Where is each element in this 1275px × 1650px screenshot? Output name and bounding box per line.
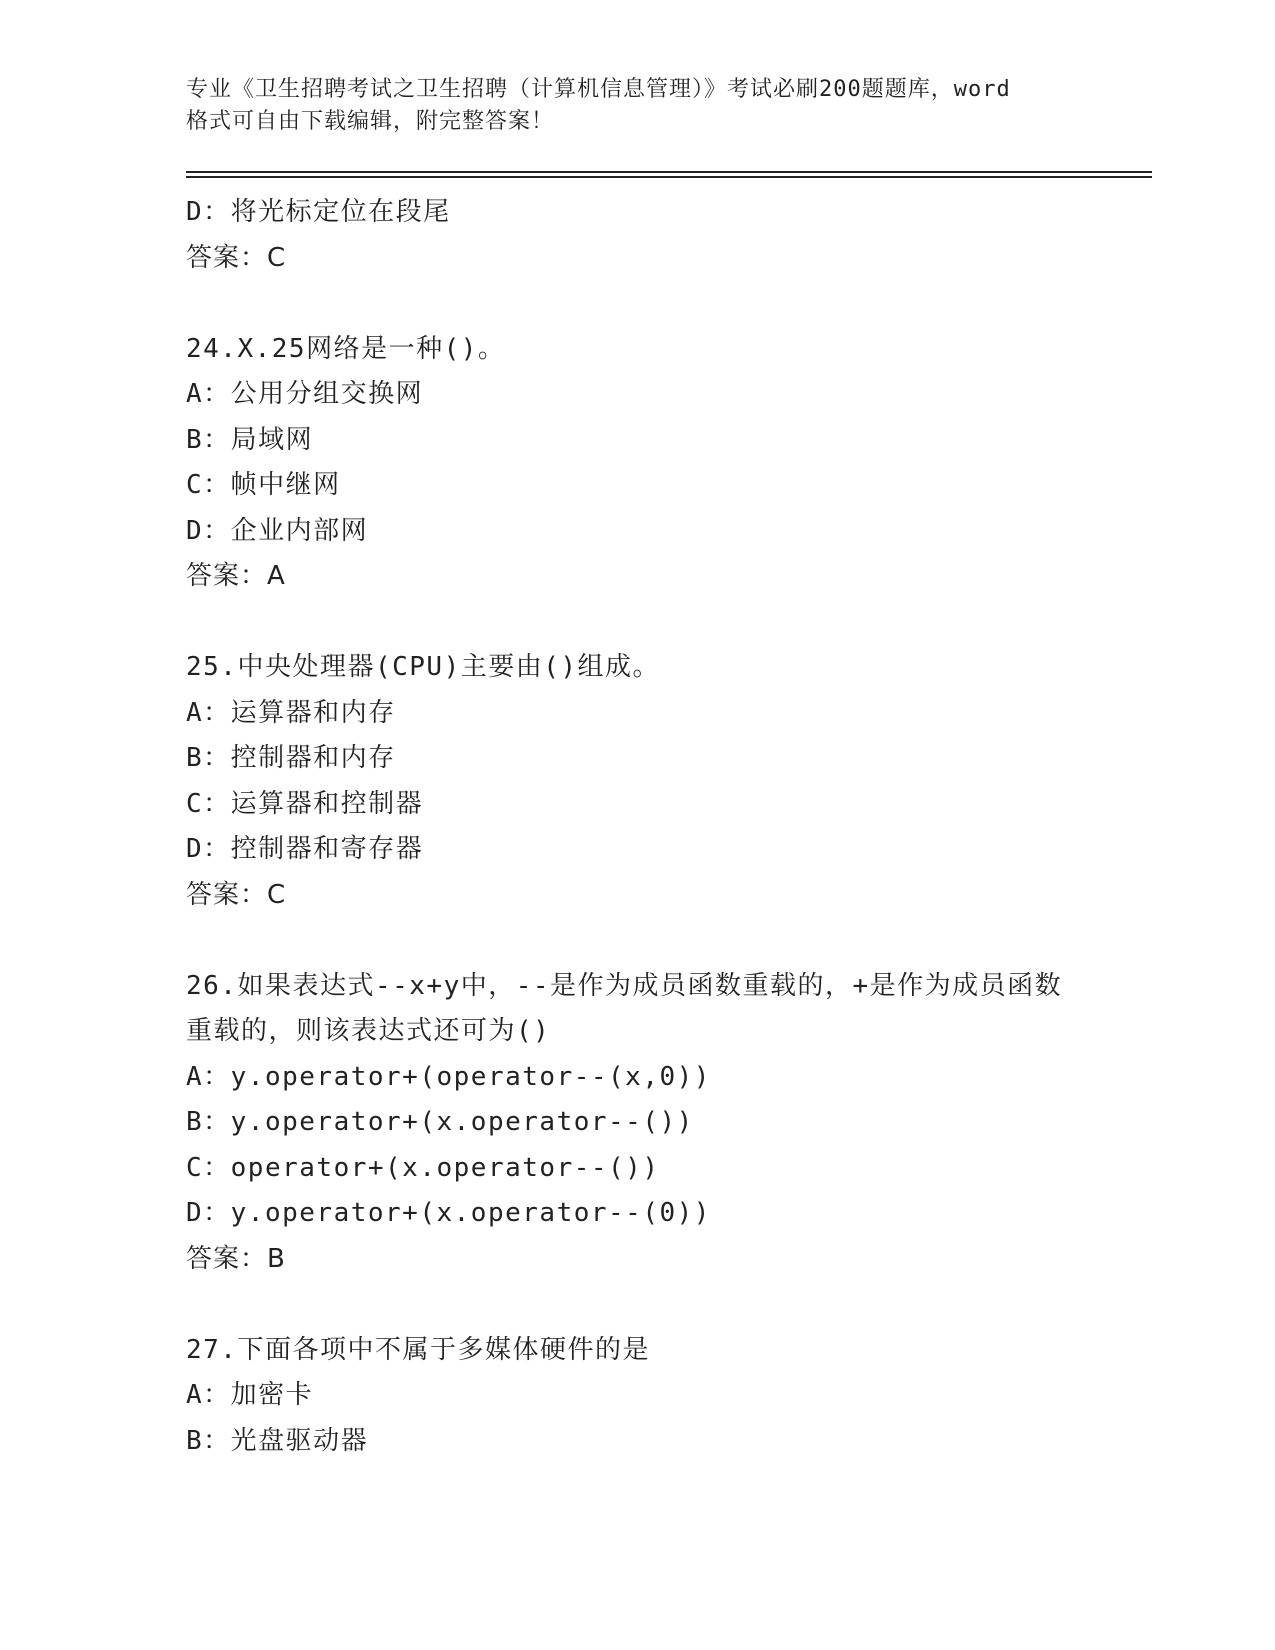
option-a: A：公用分组交换网: [186, 379, 424, 409]
option-d: D：企业内部网: [186, 515, 369, 546]
header-line-1: 专业《卫生招聘考试之卫生招聘（计算机信息管理）》考试必刷200题题库，word: [186, 77, 1011, 102]
header-line-2: 格式可自由下载编辑，附完整答案！: [186, 109, 555, 134]
option-c: C：运算器和控制器: [186, 788, 424, 819]
header-rule-top: [186, 171, 1152, 173]
question-gap: [186, 600, 1116, 646]
question-gap: [186, 1282, 1116, 1328]
answer-line: 答案：C: [186, 242, 287, 273]
option-c: C：帧中继网: [186, 470, 341, 500]
option-d: D：将光标定位在段尾: [186, 197, 451, 227]
option-c: C：operator+(x.operator--()): [186, 1152, 660, 1183]
option-a: A：加密卡: [186, 1380, 314, 1410]
question-stem: 26.如果表达式--x+y中，--是作为成员函数重载的，+是作为成员函数: [186, 970, 1063, 1001]
option-d: D：控制器和寄存器: [186, 834, 424, 864]
answer-line: 答案：A: [186, 561, 286, 591]
question-stem: 27.下面各项中不属于多媒体硬件的是: [186, 1334, 650, 1365]
answer-line: 答案：B: [186, 1243, 286, 1274]
page-header: [186, 74, 1086, 138]
question-stem: 24.X.25网络是一种()。: [186, 333, 506, 364]
question-gap: [186, 918, 1116, 964]
option-b: B：局域网: [186, 424, 314, 455]
option-a: A：运算器和内存: [186, 697, 396, 728]
option-d: D：y.operator+(x.operator--(0)): [186, 1198, 711, 1228]
answer-line: 答案：C: [186, 879, 287, 910]
option-b: B：y.operator+(x.operator--()): [186, 1107, 694, 1137]
header-rule-bottom: [186, 176, 1152, 178]
option-b: B：控制器和内存: [186, 743, 396, 773]
question-gap: [186, 281, 1116, 327]
question-list: [186, 190, 1116, 1464]
option-b: B：光盘驱动器: [186, 1425, 369, 1456]
option-a: A：y.operator+(operator--(x,0)): [186, 1061, 711, 1092]
question-stem-continued: 重载的，则该表达式还可为(): [186, 1016, 551, 1046]
question-stem: 25.中央处理器(CPU)主要由()组成。: [186, 652, 661, 682]
